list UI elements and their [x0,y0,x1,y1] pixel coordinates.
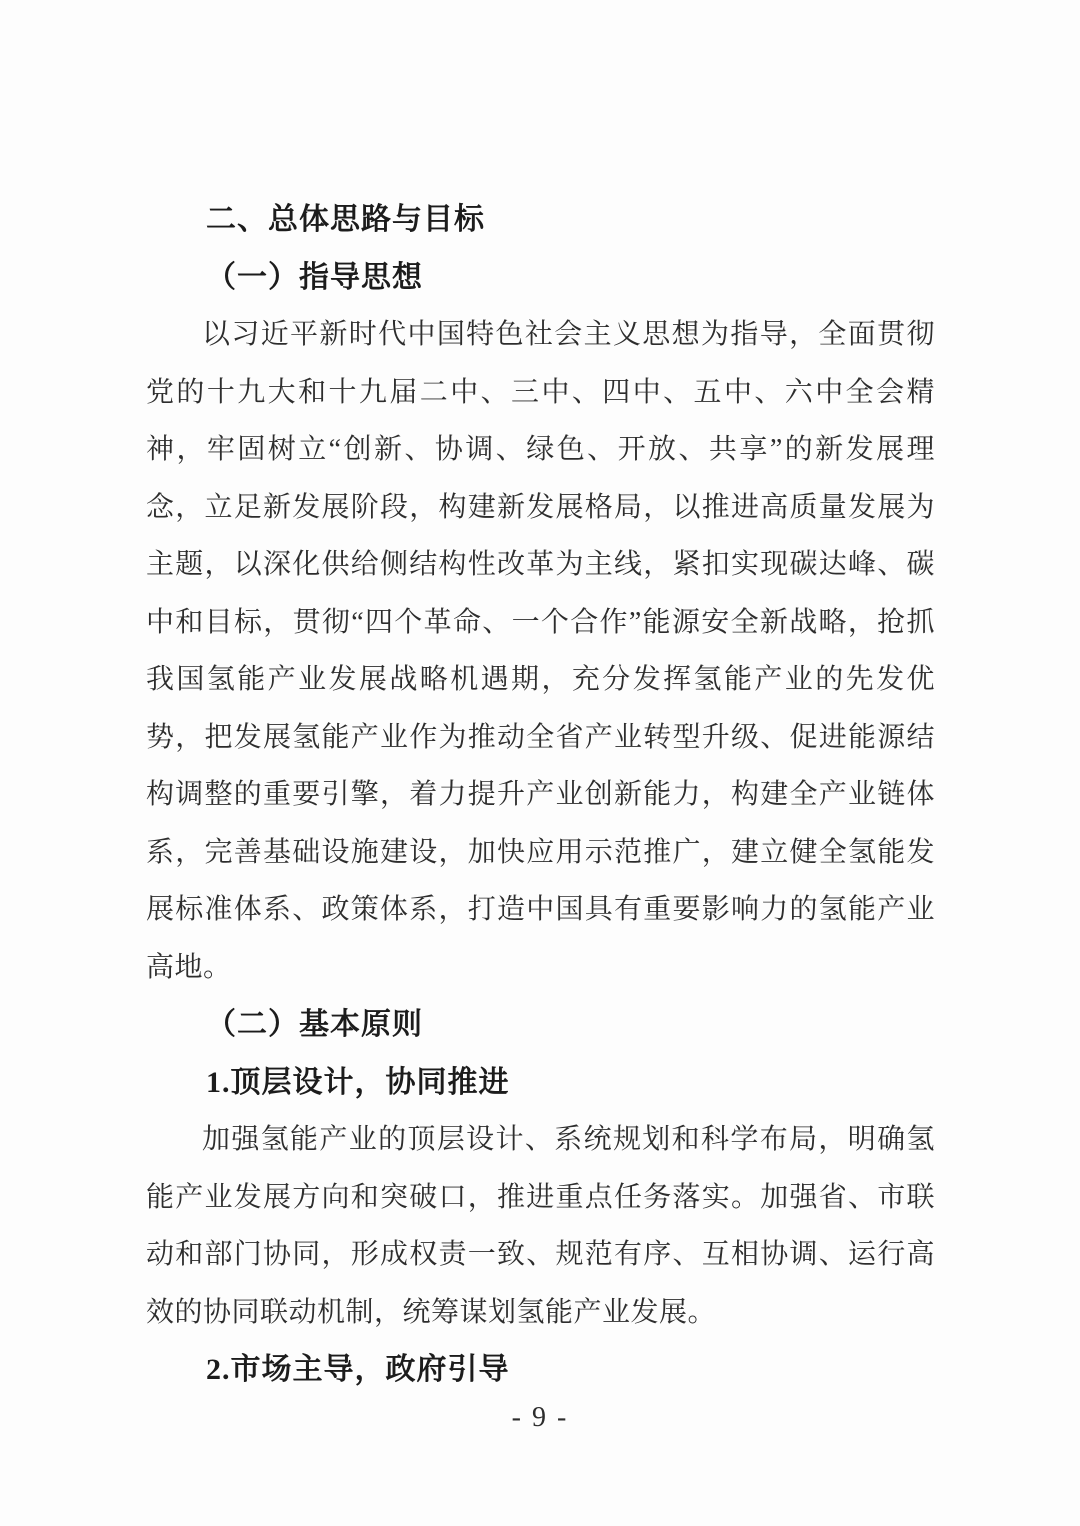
paragraph-top-level-design: 加强氢能产业的顶层设计、系统规划和科学布局，明确氢能产业发展方向和突破口，推进重点任务落实。加强省、市联动和部门协同，形成权责一致、规范有序、互相协调、运行高效的协同联动机制，统筹谋划氢能产业发展。 [146,1124,935,1328]
section-heading: 二、总体思路与目标 [206,203,485,236]
document-body [146,191,935,1399]
subsection-heading-guiding-ideology: （一）指导思想 [206,260,423,294]
subsection-heading-basic-principles: （二）基本原则 [206,1008,423,1041]
page-number: - 9 - [511,1402,569,1433]
principle-heading-market-led: 2.市场主导，政府引导 [206,1353,510,1386]
paragraph-guiding-ideology: 以习近平新时代中国特色社会主义思想为指导，全面贯彻党的十九大和十九届二中、三中、四中、五中、六中全会精神，牢固树立“创新、协调、绿色、开放、共享”的新发展理念，立足新发展阶段，构建新发展格局，以推进高质量发展为主题，以深化供给侧结构性改革为主线，紧扣实现碳达峰、碳中和目标，贯彻“四个革命、一个合作”能源安全新战略，抢抓我国氢能产业发展战略机遇期，充分发挥氢能产业的先发优势，把发展氢能产业作为推动全省产业转型升级、促进能源结构调整的重要引擎，着力提升产业创新能力，构建全产业链体系，完善基础设施建设，加快应用示范推广，建立健全氢能发展标准体系、政策体系，打造中国具有重要影响力的氢能产业高地。 [146,319,935,983]
principle-heading-top-level-design: 1.顶层设计，协同推进 [206,1065,510,1099]
